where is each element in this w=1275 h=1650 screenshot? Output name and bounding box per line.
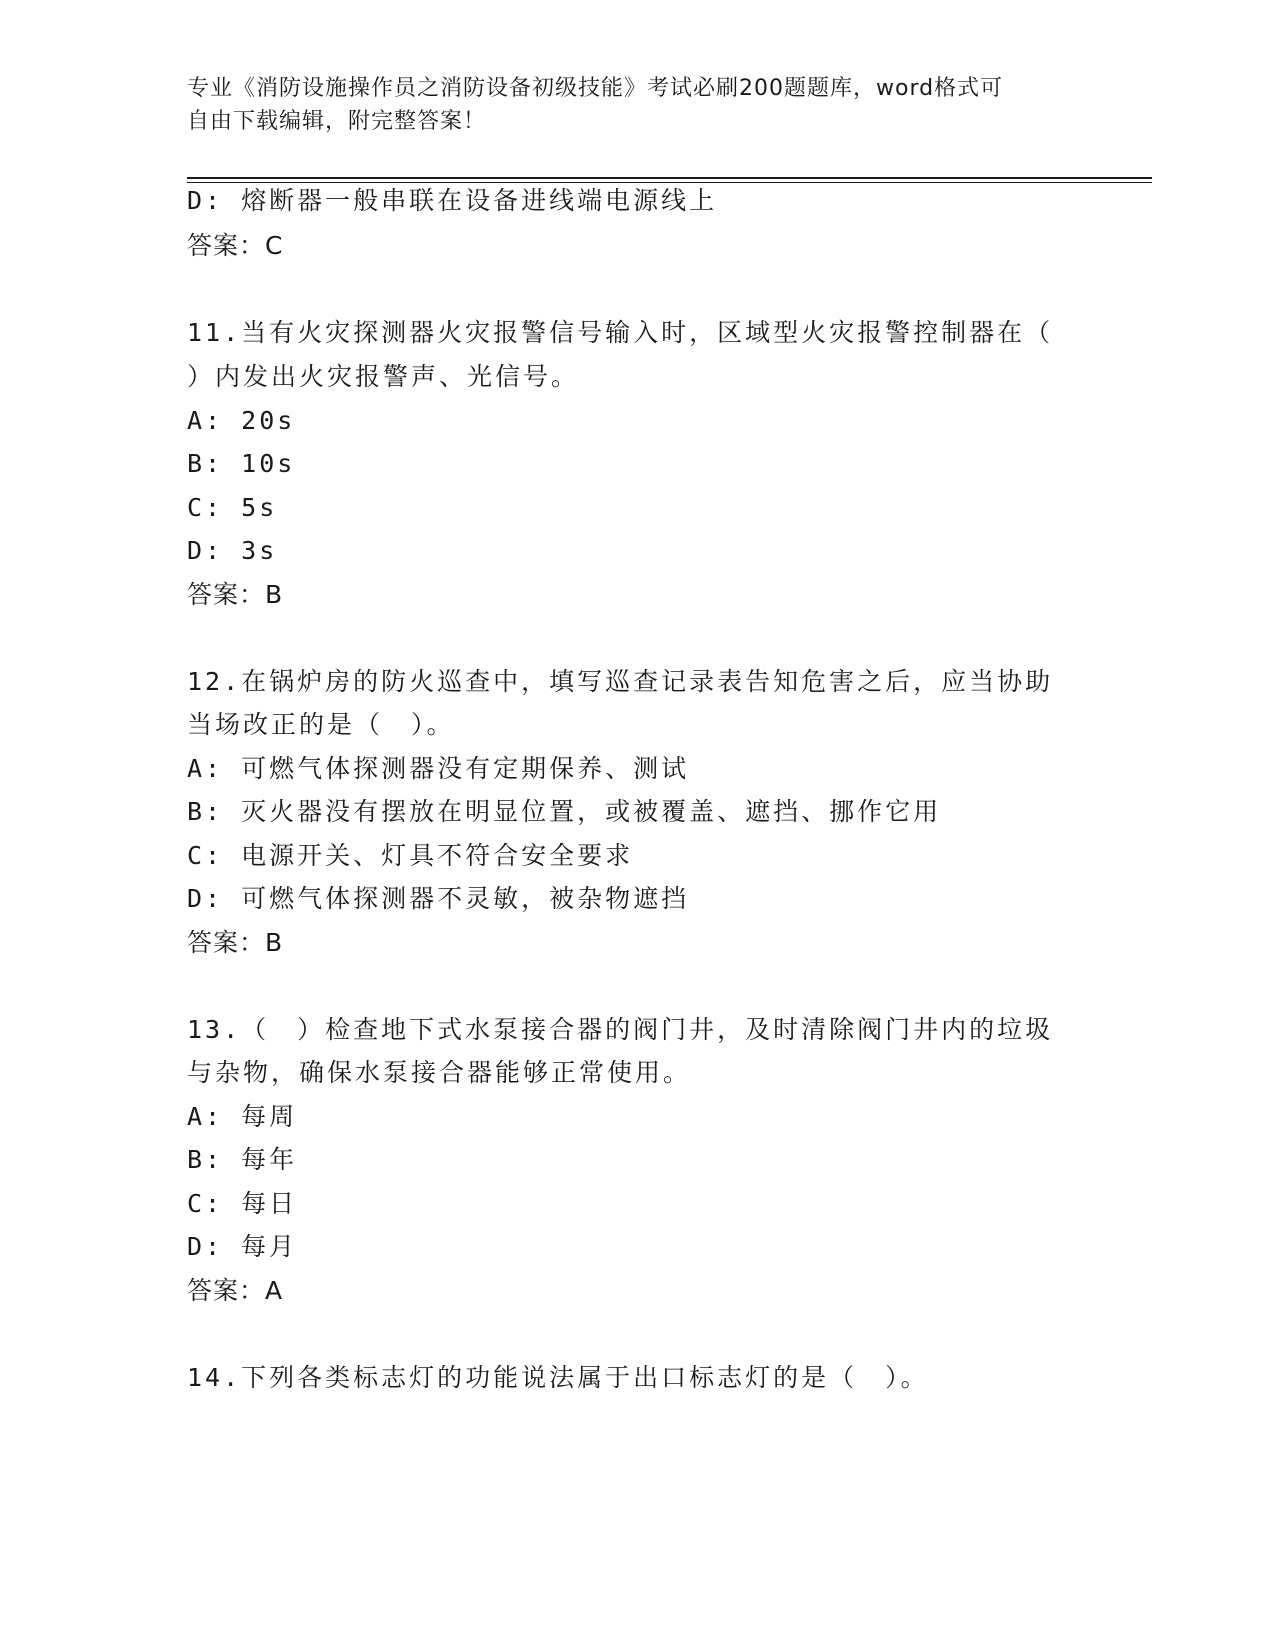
option-c: C: 5s	[187, 493, 278, 522]
option-d: D: 每月	[187, 1232, 298, 1261]
question-stem: 13.（ ）检查地下式水泵接合器的阀门井，及时清除阀门井内的垃圾	[187, 1015, 1054, 1044]
option-d: D: 3s	[187, 536, 278, 565]
prev-question-option-d: D: 熔断器一般串联在设备进线端电源线上	[187, 186, 718, 215]
option-b: B: 灭火器没有摆放在明显位置，或被覆盖、遮挡、挪作它用	[187, 797, 942, 826]
option-d: D: 可燃气体探测器不灵敏，被杂物遮挡	[187, 884, 690, 913]
question-stem-continued: ）内发出火灾报警声、光信号。	[187, 362, 580, 391]
option-a: A: 可燃气体探测器没有定期保养、测试	[187, 754, 690, 783]
option-c: C: 电源开关、灯具不符合安全要求	[187, 841, 634, 870]
question-stem: 11.当有火灾探测器火灾报警信号输入时，区域型火灾报警控制器在（	[187, 318, 1054, 347]
option-c: C: 每日	[187, 1189, 298, 1218]
option-b: B: 10s	[187, 449, 296, 478]
question-answer: 答案：B	[187, 928, 284, 957]
question-stem-continued: 当场改正的是（ ）。	[187, 710, 455, 739]
question-stem: 14.下列各类标志灯的功能说法属于出口标志灯的是（ ）。	[187, 1363, 929, 1392]
header-title-line-2: 自由下载编辑，附完整答案！	[187, 109, 487, 134]
question-stem-continued: 与杂物，确保水泵接合器能够正常使用。	[187, 1058, 692, 1087]
prev-question-answer: 答案：C	[187, 231, 284, 260]
question-answer: 答案：A	[187, 1276, 284, 1305]
header-title-line-1: 专业《消防设施操作员之消防设备初级技能》考试必刷200题题库，word格式可	[187, 76, 1004, 101]
header-divider-thin	[187, 182, 1152, 183]
option-a: A: 每周	[187, 1102, 298, 1131]
question-stem: 12.在锅炉房的防火巡查中，填写巡查记录表告知危害之后，应当协助	[187, 667, 1054, 696]
option-b: B: 每年	[187, 1145, 298, 1174]
question-answer: 答案：B	[187, 580, 284, 609]
document-header	[187, 72, 1067, 138]
header-divider-thick	[187, 177, 1152, 179]
option-a: A: 20s	[187, 406, 296, 435]
